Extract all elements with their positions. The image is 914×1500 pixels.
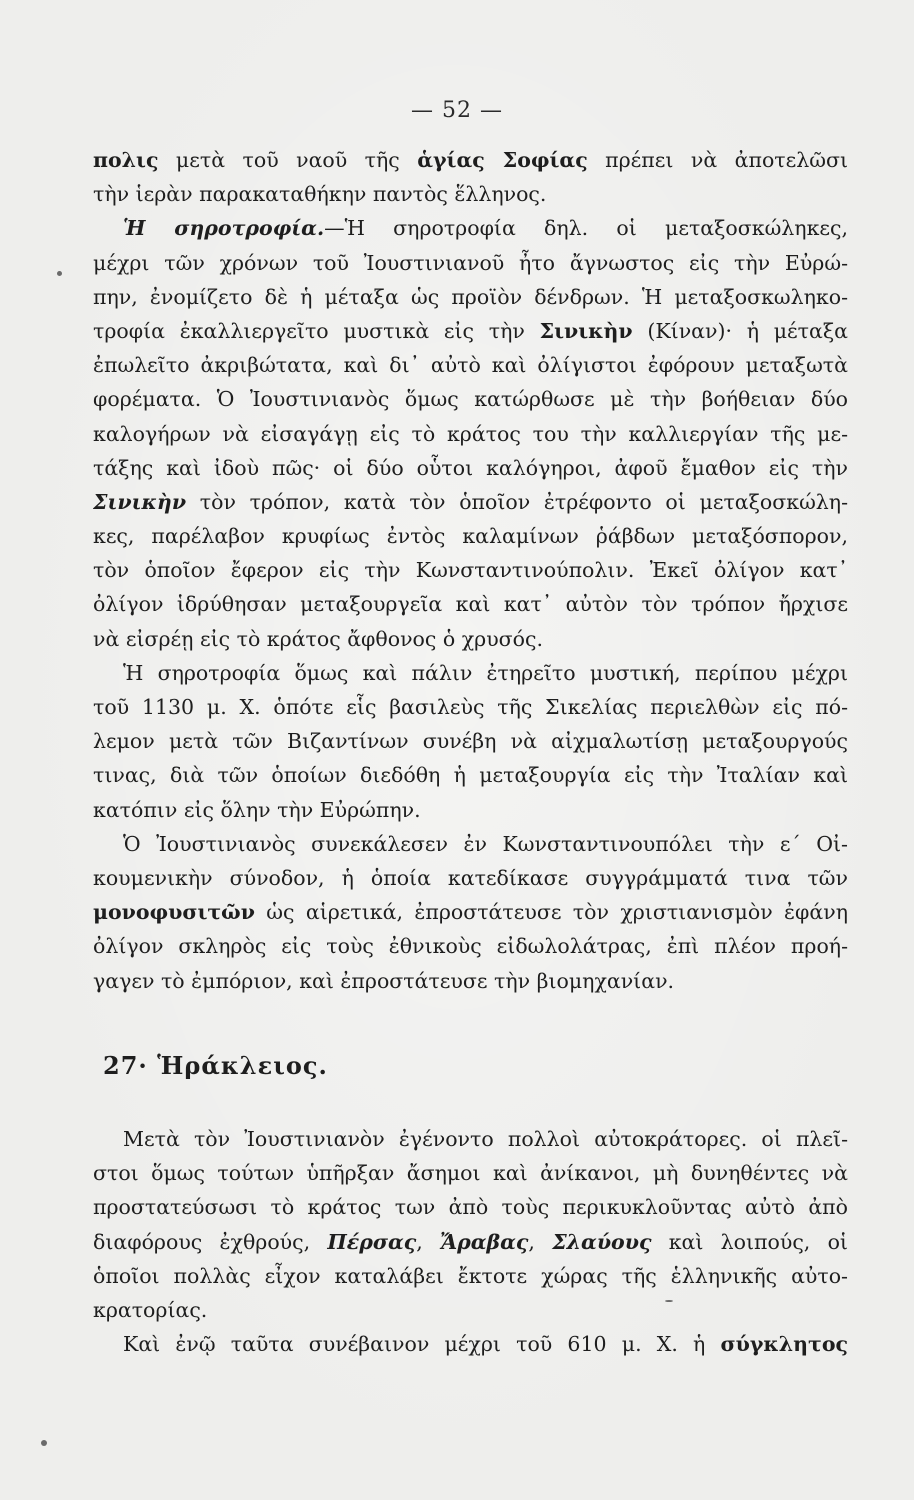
line-text: φορέματα. Ὁ Ἰουστινιανὸς ὅμως κατώρθωσε μὲ τὴν βοήθειαν δύο [93, 387, 848, 412]
line-text: ὀλίγον σκληρὸς εἰς τοὺς ἐθνικοὺς εἰδωλολάτρας, ἐπὶ πλέον προή- [93, 934, 848, 959]
text-line [93, 1156, 848, 1190]
text-line [93, 382, 848, 416]
line-text: —Ἡ σηροτροφία δηλ. οἱ μεταξοσκώληκες, [324, 216, 848, 241]
line-text: τὸν ὁποῖον ἔφερον εἰς τὴν Κωνσταντινούπολιν. Ἐκεῖ ὀλίγον κατ᾿ [93, 558, 848, 583]
text-line [93, 314, 848, 348]
line-text: Μετὰ τὸν Ἰουστινιανὸν ἐγένοντο πολλοὶ αὐτοκράτορες. οἱ πλεῖ- [123, 1127, 848, 1151]
line-text: Ὁ Ἰουστινιανὸς συνεκάλεσεν ἐν Κωνσταντινουπόλει τὴν ε´ Οἰ- [123, 831, 848, 856]
emphasis-word: Σλαύους [552, 1229, 652, 1254]
line-text: (Κίναν)· ἡ μέταξα [632, 318, 848, 343]
line-text: νὰ εἰσρέῃ εἰς τὸ κράτος ἄφθονος ὁ χρυσός. [93, 626, 543, 651]
line-text: ὡς αἱρετικά, ἐπροστάτευσε τὸν χριστιανισμὸν ἐφάνη [254, 900, 848, 925]
line-text: τὴν ἱερὰν παρακαταθήκην παντὸς ἕλληνος. [93, 182, 547, 207]
ink-speck [665, 1300, 673, 1302]
line-text: πην, ἐνομίζετο δὲ ἡ μέταξα ὡς προϊὸν δένδρων. Ἡ μεταξοσκωληκο- [93, 284, 848, 309]
text-line [93, 177, 848, 211]
line-text: προστατεύσωσι τὸ κράτος των ἀπὸ τοὺς περικυκλοῦντας αὐτὸ ἀπὸ [93, 1195, 848, 1220]
line-text: καὶ λοιπούς, οἱ [651, 1229, 848, 1254]
line-text: τὸν τρόπον, κατὰ τὸν ὁποῖον ἐτρέφοντο οἱ μεταξοσκώλη- [186, 489, 848, 514]
line-text: κες, παρέλαβον κρυφίως ἐντὸς καλαμίνων ῥάβδων μεταξόσπορον, [93, 524, 848, 549]
emphasis-word: Σινικὴν [93, 489, 187, 514]
text-line [93, 143, 848, 177]
line-text: στοι ὅμως τούτων ὑπῆρξαν ἄσημοι καὶ ἀνίκανοι, μὴ δυνηθέντες νὰ [93, 1161, 848, 1186]
text-line [93, 587, 848, 621]
spaced-word: πολις [93, 148, 159, 172]
subsection-title: Ἡ σηροτροφία. [123, 216, 325, 241]
line-text: ὀλίγον ἱδρύθησαν μεταξουργεῖα καὶ κατ᾿ αὐτὸν τὸν τρόπον ἤρχισε [93, 592, 848, 617]
line-text: καλογήρων νὰ εἰσαγάγῃ εἰς τὸ κράτος του τὴν καλλιεργίαν τῆς με- [93, 421, 848, 446]
emphasis-word: Ἄραβας [440, 1229, 529, 1254]
line-text: , [528, 1229, 553, 1254]
spaced-word: μονοφυσιτῶν [93, 900, 255, 925]
text-line [93, 964, 848, 998]
line-text: μέχρι τῶν χρόνων τοῦ Ἰουστινιανοῦ ἦτο ἄγνωστος εἰς τὴν Εὐρώ- [93, 250, 848, 275]
text-line [93, 519, 848, 553]
text-line [93, 1225, 848, 1259]
text-line [93, 246, 848, 280]
line-text: λεμον μετὰ τῶν Βιζαντίνων συνέβη νὰ αἰχμαλωτίσῃ μεταξουργούς [93, 729, 848, 754]
spaced-word: σύγκλητος [720, 1332, 848, 1357]
line-text: πρέπει νὰ ἀποτελῶσι [587, 148, 848, 172]
line-text: τοῦ 1130 μ. Χ. ὁπότε εἷς βασιλεὺς τῆς Σικελίας περιελθὼν εἰς πό- [93, 695, 848, 719]
text-line [93, 1293, 848, 1327]
chapter-heading [103, 1051, 328, 1080]
text-line [93, 929, 848, 963]
text-line [93, 793, 848, 827]
text-line [93, 1259, 848, 1293]
text-line [93, 656, 848, 690]
text-line [93, 485, 848, 519]
text-line [93, 1190, 848, 1224]
spaced-word: Σινικὴν [539, 318, 633, 343]
text-line [93, 758, 848, 792]
page-number: — 52 — [411, 98, 503, 123]
line-text: , [416, 1229, 441, 1254]
chapter-number: 27· [103, 1051, 148, 1080]
text-line [93, 1327, 848, 1361]
text-line [93, 827, 848, 861]
emphasis-word: Πέρσας [327, 1229, 417, 1254]
ink-speck [57, 271, 62, 276]
line-text: γαγεν τὸ ἐμπόριον, καὶ ἐπροστάτευσε τὴν βιομηχανίαν. [93, 968, 675, 993]
line-text: κουμενικὴν σύνοδον, ἡ ὁποία κατεδίκασε συγγράμματά τινα τῶν [93, 865, 848, 890]
line-text: διαφόρους ἐχθρούς, [93, 1229, 328, 1254]
chapter-title: Ἡράκλειος. [157, 1051, 328, 1080]
text-line [93, 348, 848, 382]
line-text: μετὰ τοῦ ναοῦ τῆς [158, 148, 418, 172]
text-line [93, 417, 848, 451]
section-siroptrofia [93, 143, 848, 998]
text-line [93, 861, 848, 895]
line-text: Ἡ σηροτροφία ὅμως καὶ πάλιν ἐτηρεῖτο μυστική, περίπου μέχρι [123, 660, 848, 685]
spaced-word: ἁγίας Σοφίας [417, 148, 588, 172]
text-line [93, 451, 848, 485]
line-text: ἐπωλεῖτο ἀκριβώτατα, καὶ δι᾿ αὐτὸ καὶ ὀλίγιστοι ἐφόρουν μεταξωτὰ [93, 353, 848, 378]
line-text: Καὶ ἐνῷ ταῦτα συνέβαινον μέχρι τοῦ 610 μ. Χ. ἡ [123, 1332, 721, 1357]
line-text: τροφία ἐκαλλιεργεῖτο μυστικὰ εἰς τὴν [93, 318, 540, 343]
line-text: ὁποῖοι πολλὰς εἶχον καταλάβει ἔκτοτε χώρας τῆς ἑλληνικῆς αὐτο- [93, 1263, 848, 1288]
line-text: κρατορίας. [93, 1297, 208, 1322]
line-text: τινας, διὰ τῶν ὁποίων διεδόθη ἡ μεταξουργία εἰς τὴν Ἰταλίαν καὶ [93, 763, 848, 788]
section-heraclius [93, 1122, 848, 1361]
line-text: τάξης καὶ ἰδοὺ πῶς· οἱ δύο οὗτοι καλόγηροι, ἀφοῦ ἔμαθον εἰς τὴν [93, 455, 848, 480]
text-line [93, 895, 848, 929]
text-line [93, 724, 848, 758]
text-line [93, 280, 848, 314]
text-line [93, 1122, 848, 1156]
text-line [93, 690, 848, 724]
text-line [93, 553, 848, 587]
line-text: κατόπιν εἰς ὅλην τὴν Εὐρώπην. [93, 797, 421, 822]
text-line [93, 211, 848, 245]
ink-speck [41, 1440, 47, 1446]
text-line [93, 622, 848, 656]
